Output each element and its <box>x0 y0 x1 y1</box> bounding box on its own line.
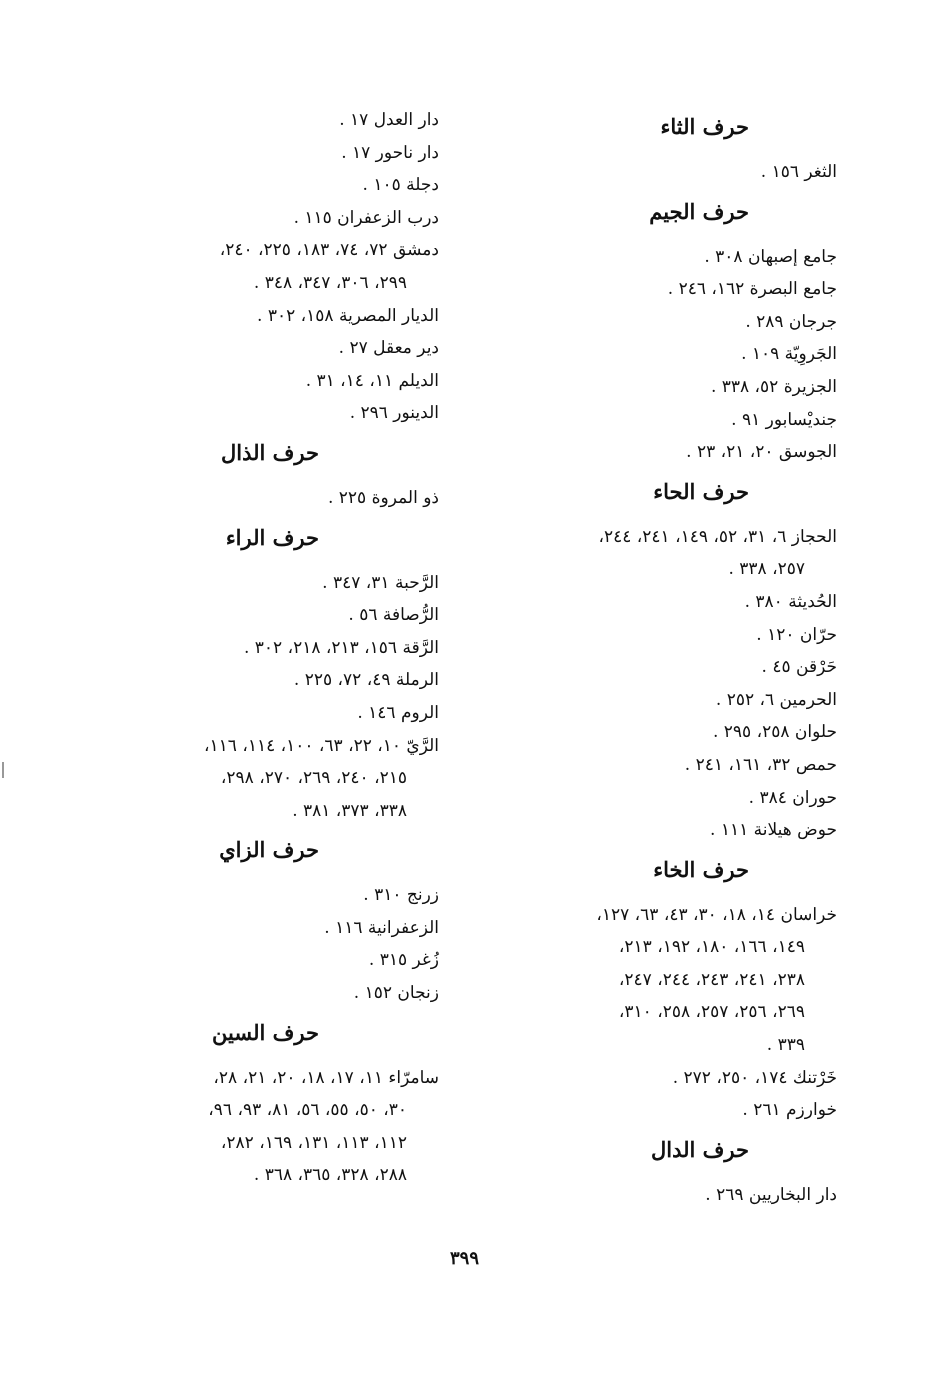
entry-line: دجلة ١٠٥ . <box>362 175 439 196</box>
entry-continuation-line: ٢١٥، ٢٤٠، ٢٦٩، ٢٧٠، ٢٩٨، <box>220 768 407 789</box>
entry-line: دار العدل ١٧ . <box>339 110 439 130</box>
right-column <box>467 104 837 1211</box>
index-entry <box>467 782 837 815</box>
index-entry <box>69 664 439 697</box>
index-entry <box>467 241 837 274</box>
index-section <box>467 195 837 469</box>
entry-line: الجوسق ٢٠، ٢١، ٢٣ . <box>686 442 837 463</box>
entry-line: دير معقل ٢٧ . <box>338 338 439 359</box>
index-section <box>467 1133 837 1212</box>
entry-line: الرملة ٤٩، ٧٢، ٢٢٥ . <box>293 670 439 691</box>
index-entry <box>69 879 439 912</box>
entry-line: خَرْتنك ١٧٤، ٢٥٠، ٢٧٢ . <box>672 1067 837 1088</box>
index-entry <box>467 404 837 437</box>
entry-continuation-line: ١١٢، ١١٣، ١٣١، ١٦٩، ٢٨٢، <box>220 1132 407 1153</box>
section-heading: حرف الجيم <box>649 198 749 224</box>
index-entry <box>69 944 439 977</box>
entry-continuation-line: ٢٥٧، ٣٣٨ . <box>728 559 805 580</box>
entry-line: حوران ٣٨٤ . <box>748 787 837 808</box>
entry-line: الحرمين ٦، ٢٥٢ . <box>715 689 837 710</box>
entry-line: الزعفرانية ١١٦ . <box>324 917 439 938</box>
index-entry <box>69 365 439 398</box>
index-entry <box>467 1094 837 1127</box>
index-entry <box>69 697 439 730</box>
index-section <box>69 521 439 828</box>
entry-continuation-line: ٢٣٨، ٢٤١، ٢٤٣، ٢٤٤، ٢٤٧، <box>618 969 805 990</box>
index-entry <box>69 567 439 600</box>
section-heading: حرف الزاي <box>219 837 319 863</box>
index-entry <box>69 234 439 299</box>
entry-line: الديلم ١١، ١٤، ٣١ . <box>305 370 439 391</box>
index-section <box>467 475 837 847</box>
index-entry <box>467 273 837 306</box>
entry-continuation-line: ٢٨٨، ٣٢٨، ٣٦٥، ٣٦٨ . <box>253 1165 407 1186</box>
index-entry <box>467 651 837 684</box>
index-entry <box>69 1062 439 1192</box>
index-section <box>69 436 439 515</box>
index-entry <box>467 749 837 782</box>
index-entry <box>467 814 837 847</box>
entry-line: الجَروِيّة ١٠٩ . <box>741 344 837 365</box>
index-entry <box>69 169 439 202</box>
entry-continuation-line: ٢٦٩، ٢٥٦، ٢٥٧، ٢٥٨، ٣١٠، <box>618 1002 805 1023</box>
entry-line: الرَّحبة ٣١، ٣٤٧ . <box>322 572 439 593</box>
left-column <box>69 104 439 1192</box>
entry-line: حلوان ٢٥٨، ٢٩٥ . <box>712 722 837 743</box>
section-heading: حرف الثاء <box>660 114 749 139</box>
index-entry <box>467 899 837 1062</box>
index-entry <box>69 332 439 365</box>
index-entry <box>467 156 837 189</box>
index-entry <box>69 137 439 170</box>
entry-line: حمص ٣٢، ١٦١، ٢٤١ . <box>684 754 837 775</box>
index-entry <box>69 300 439 333</box>
entry-line: زرنج ٣١٠ . <box>363 885 439 906</box>
entry-line: الرَّقة ١٥٦، ٢١٣، ٢١٨، ٣٠٢ . <box>243 637 439 658</box>
entry-line: سامرّاء ١١، ١٧، ١٨، ٢٠، ٢١، ٢٨، <box>213 1067 439 1088</box>
index-entry <box>69 397 439 430</box>
entry-line: دمشق ٧٢، ٧٤، ١٨٣، ٢٢٥، ٢٤٠، <box>219 240 439 261</box>
entry-line: جرجان ٢٨٩ . <box>745 311 837 332</box>
entry-line: حوض هيلانة ١١١ . <box>710 820 837 841</box>
index-entry <box>467 371 837 404</box>
section-heading: حرف الذال <box>221 439 319 465</box>
entry-line: الديار المصرية ١٥٨، ٣٠٢ . <box>257 305 439 326</box>
entry-line: الثغر ١٥٦ . <box>760 162 837 182</box>
entry-continuation-line: ١٤٩، ١٦٦، ١٨٠، ١٩٢، ٢١٣، <box>618 937 805 958</box>
index-entry <box>467 306 837 339</box>
index-entry <box>69 104 439 137</box>
scan-edge-mark <box>2 762 4 778</box>
index-section <box>69 104 439 430</box>
index-section <box>467 110 837 189</box>
index-entry <box>467 436 837 469</box>
entry-line: خوارزم ٢٦١ . <box>742 1100 837 1121</box>
entry-line: الروم ١٤٦ . <box>357 702 439 723</box>
index-entry <box>69 912 439 945</box>
section-heading: حرف الخاء <box>653 856 749 882</box>
index-entry <box>69 730 439 828</box>
index-entry <box>467 1179 837 1212</box>
entry-line: حَرْقن ٤٥ . <box>761 657 837 678</box>
entry-continuation-line: ٢٩٩، ٣٠٦، ٣٤٧، ٣٤٨ . <box>253 272 407 293</box>
index-entry <box>467 521 837 586</box>
entry-line: الرُّصافة ٥٦ . <box>348 605 439 626</box>
index-entry <box>467 1062 837 1095</box>
entry-line: الدينور ٢٩٦ . <box>349 403 439 424</box>
index-entry <box>69 482 439 515</box>
section-heading: حرف السين <box>212 1019 319 1045</box>
index-entry <box>69 599 439 632</box>
entry-continuation-line: ٣٠، ٥٠، ٥٥، ٥٦، ٨١، ٩٣، ٩٦، <box>208 1100 407 1121</box>
entry-line: جامع البصرة ١٦٢، ٢٤٦ . <box>667 279 837 300</box>
index-entry <box>467 619 837 652</box>
entry-line: خراسان ١٤، ١٨، ٣٠، ٤٣، ٦٣، ١٢٧، <box>596 904 837 925</box>
entry-line: الرَّيّ ١٠، ٢٢، ٦٣، ١٠٠، ١١٤، ١١٦، <box>204 735 439 756</box>
section-heading: حرف الدال <box>651 1136 749 1162</box>
index-entry <box>69 632 439 665</box>
index-section <box>69 833 439 1009</box>
entry-line: زُغر ٣١٥ . <box>368 950 439 971</box>
section-heading: حرف الراء <box>225 524 319 550</box>
index-section <box>467 853 837 1127</box>
index-entry <box>467 586 837 619</box>
index-entry <box>467 684 837 717</box>
entry-line: جامع إصبهان ٣٠٨ . <box>704 246 837 267</box>
index-section <box>69 1016 439 1192</box>
page-number: ٣٩٩ <box>449 1248 479 1269</box>
entry-line: الحُديثة ٣٨٠ . <box>744 591 837 612</box>
index-entry <box>69 202 439 235</box>
entry-line: الجزيرة ٥٢، ٣٣٨ . <box>710 376 837 397</box>
entry-continuation-line: ٣٣٨، ٣٧٣، ٣٨١ . <box>292 800 407 821</box>
section-heading: حرف الحاء <box>653 478 749 504</box>
entry-line: الحجاز ٦، ٣١، ٥٢، ١٤٩، ٢٤١، ٢٤٤، <box>598 526 837 547</box>
entry-line: جنديْسابور ٩١ . <box>731 409 837 430</box>
index-entry <box>467 338 837 371</box>
entry-continuation-line: ٣٣٩ . <box>766 1035 805 1056</box>
entry-line: دار البخاريين ٢٦٩ . <box>705 1184 837 1205</box>
entry-line: ذو المروة ٢٢٥ . <box>327 487 439 508</box>
entry-line: درب الزعفران ١١٥ . <box>293 207 439 228</box>
index-entry <box>467 716 837 749</box>
entry-line: حرّان ١٢٠ . <box>756 624 837 645</box>
entry-line: زنجان ١٥٢ . <box>353 983 439 1004</box>
entry-line: دار ناحور ١٧ . <box>341 142 439 163</box>
index-entry <box>69 977 439 1010</box>
